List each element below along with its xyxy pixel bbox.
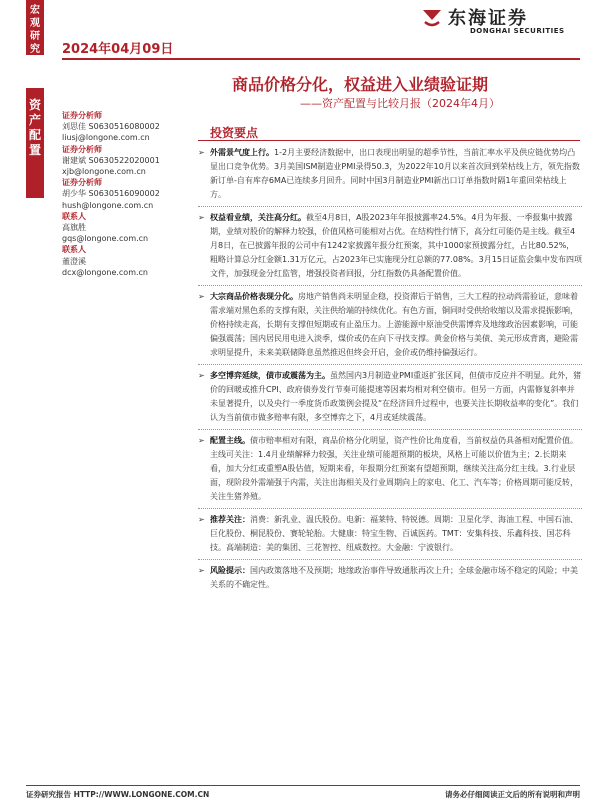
key-point-text: 国内政策落地不及预期；地缘政治事件导致通胀再次上升；全球金融市场不稳定的风险；中美关系的不确定性。 <box>210 566 578 589</box>
report-date: 2024年04月09日 <box>62 42 174 57</box>
bullet-arrow-icon: ➢ <box>198 371 205 380</box>
analyst-email[interactable]: gqs@longone.com.cn <box>62 234 149 244</box>
key-point-item <box>198 146 582 202</box>
bullet-separator <box>198 508 582 509</box>
analyst-name: 董澄溪 <box>62 256 86 266</box>
analyst-email[interactable]: liusj@longone.com.cn <box>62 133 150 143</box>
bullet-separator <box>198 429 582 430</box>
footer-disclaimer: 请务必仔细阅读正文后的所有说明和声明 <box>445 790 580 799</box>
bullet-arrow-icon: ➢ <box>198 148 205 157</box>
key-point-lead: 权益看业绩，关注高分红。 <box>210 213 306 222</box>
report-subtitle: ——资产配置与比较月报（2024年4月） <box>300 97 500 110</box>
key-point-lead: 大宗商品价格表现分化。 <box>210 292 298 301</box>
analyst-name: 胡少华 S0630516090002 <box>62 189 160 199</box>
bullet-arrow-icon: ➢ <box>198 515 205 524</box>
key-point-text: 截至4月8日，A股2023年年报披露率24.5%。4月为年报、一季报集中披露期，业绩对股价的解释力较强，价值风格可能相对占优。在结构性行情下，高分红可能仍是主线。截至4月8日，在已披露年报的公司中有1242家披露年报分红预案，其中1000家预披露分红，占比80.52%，粗略计算总分红金额1.31万亿元，占2023年已实施现分红总额的77.08%。3月15日证监会集中发布四项文件，加强现金分红监管，增强投资者回报，分红指数仍具备配置价值。 <box>210 213 582 278</box>
key-point-text: 债市赔率相对有限，商品价格分化明显，资产性价比角度看，当前权益仍具备相对配置价值。主线可关注：1.4月业绩解释力较强，关注业绩可能超预期的板块，风格上可能以价值为主；2.长期来看，加大分红或重塑A股估值，短期来看，年报期分红预案有望超预期，继续关注高分红主线。3.行业层面，现阶段外需端强于内需，关注出海相关及行业周期向上的家电、化工、汽车等；价格周期可能反转，关注生猪养殖。 <box>210 436 578 501</box>
key-point-lead: 外需景气度上行。 <box>210 148 274 157</box>
bullet-separator <box>198 285 582 286</box>
bullet-separator <box>198 364 582 365</box>
key-point-text: 1-2月主要经济数据中，出口表现出明显的超季节性，当前汇率水平及供应链优势均凸显出口竞争优势。3月美国ISM制造业PMI录得50.3，为2022年10月以来首次回到荣枯线上方，领先指数新订单-自有库存6MA已连续多月回升。同时中国3月制造业PMI新出口订单指数时隔1年重回荣枯线上方。 <box>210 148 580 199</box>
key-point-lead: 推荐关注： <box>210 515 250 524</box>
analyst-email[interactable]: hush@longone.com.cn <box>62 200 154 210</box>
bullet-arrow-icon: ➢ <box>198 213 205 222</box>
key-point-item <box>198 564 582 592</box>
analyst-email[interactable]: dcx@longone.com.cn <box>62 267 149 277</box>
bullet-separator <box>198 206 582 207</box>
analyst-role: 联系人 <box>62 211 86 221</box>
key-point-item <box>198 434 582 504</box>
analyst-name: 谢建斌 S0630522020001 <box>62 155 160 165</box>
logo-icon <box>420 6 444 30</box>
report-title: 商品价格分化，权益进入业绩验证期 <box>231 75 488 94</box>
analyst-role: 证券分析师 <box>62 111 102 120</box>
section-divider <box>198 140 580 141</box>
logo-text-cn: 东海证券 <box>448 8 528 29</box>
analyst-name: 高旗胜 <box>62 223 86 233</box>
report-category-tab: 资产配置 <box>26 88 44 198</box>
key-point-item <box>198 513 582 555</box>
bullet-arrow-icon: ➢ <box>198 566 205 575</box>
key-point-text: 消费：新乳业、温氏股份。电新：福莱特、特锐德。周期：卫星化学、海油工程、中国石油、巨化股份、桐昆股份、赛轮轮胎。大健康：特宝生物、百诚医药。TMT：安集科技、乐鑫科技、国芯科技。高端制造：美的集团、三花智控、纽威数控。大金融：宁波银行。 <box>210 515 578 552</box>
key-point-lead: 配置主线。 <box>210 436 250 445</box>
bullet-arrow-icon: ➢ <box>198 436 205 445</box>
logo-text-en: DONGHAI SECURITIES <box>470 27 565 35</box>
key-points-list <box>198 146 582 592</box>
key-point-item <box>198 211 582 281</box>
section-title: 投资要点 <box>210 126 259 140</box>
footer-website[interactable]: 证券研究报告 HTTP://WWW.LONGONE.COM.CN <box>26 790 210 799</box>
bullet-separator <box>198 559 582 560</box>
bullet-arrow-icon: ➢ <box>198 292 205 301</box>
analyst-name: 刘思佳 S0630516080002 <box>62 122 160 132</box>
analyst-email[interactable]: xjb@longone.com.cn <box>62 167 146 177</box>
key-point-item <box>198 369 582 425</box>
header-divider <box>62 58 580 60</box>
key-point-item <box>198 290 582 360</box>
key-point-lead: 风险提示： <box>210 566 250 575</box>
analyst-list <box>62 110 192 278</box>
analyst-role: 联系人 <box>62 245 86 255</box>
company-logo <box>420 4 580 40</box>
footer-divider <box>26 785 580 786</box>
key-point-text: 虽然国内3月制造业PMI重返扩张区间，但债市反应并不明显。此外，猪价的回暖或推升CPI、政府债券发行节奏可能提速等因素均相对利空债市。但另一方面，内需修复斜率并未显著提升，以及央行一季度货币政策例会提及“在经济回升过程中，也要关注长期收益率的变化”。我们认为当前债市做多赔率有限，多空博弈之下，4月或延续震荡。 <box>210 371 582 422</box>
key-point-text: 房地产销售尚未明显企稳，投资滞后于销售，三大工程的拉动尚需验证，意味着需求端对黑色系的支撑有限，关注供给端的持续优化。有色方面，铜同时受供给收缩以及需求提振影响，价格持续走高，长期有支撑但短期或有止盈压力。上游能源中原油受供需博弈及地缘政治因素影响，可能偏强震荡；国内居民用电进入淡季，煤价或仍在向下寻找支撑。黄金价格与美债、美元形成背离，避险需求明显提升，未来美联储降息虽然推迟但终会开启，金价或仍维持偏强运行。 <box>210 292 578 357</box>
analyst-role: 证券分析师 <box>62 144 102 154</box>
key-point-lead: 多空博弈延续，债市或震荡为主。 <box>210 371 330 380</box>
analyst-role: 证券分析师 <box>62 178 102 188</box>
report-type-tab: 宏观研究 <box>26 0 44 55</box>
